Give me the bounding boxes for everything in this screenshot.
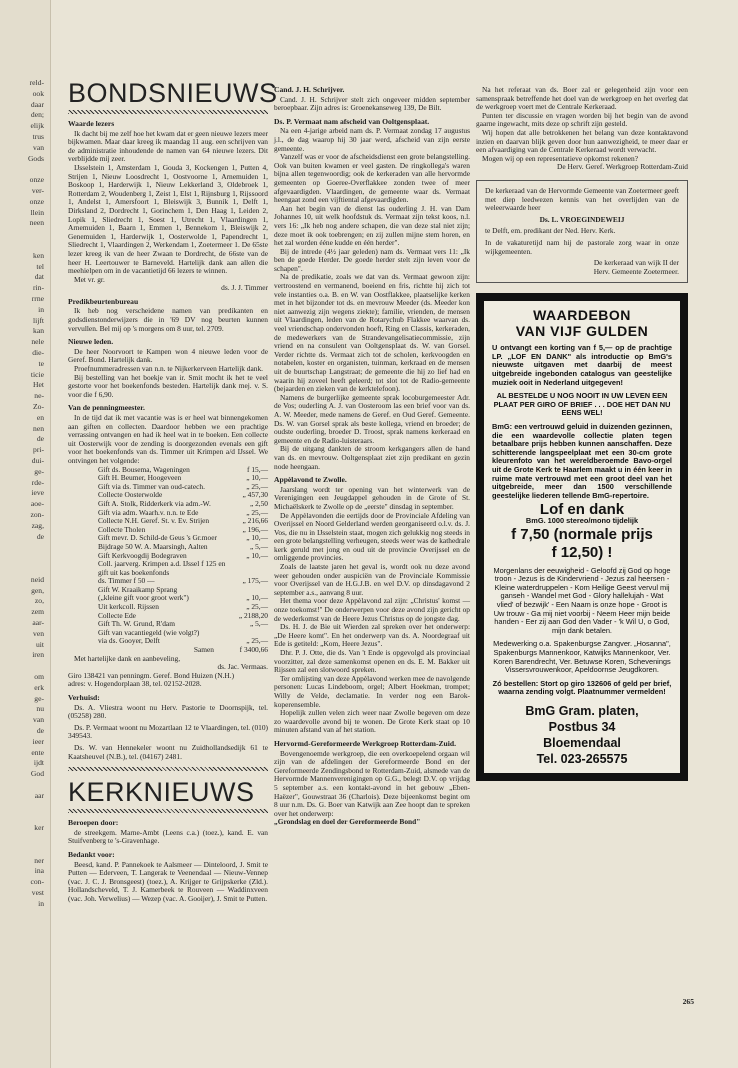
gift-label: Collecte Tholen — [98, 524, 146, 534]
gutter-text: iren — [32, 650, 44, 660]
gutter-text: con- — [30, 877, 44, 887]
paragraph: Bij de intrede (4½ jaar geleden) nam ds. Vermaat vers 11: „Ik ben de goede Herder. De goede herder stelt zijn leven voor de schapen". — [274, 246, 470, 273]
heading-vermaat: Ds. P. Vermaat nam afscheid van Ooltgensplaat. — [274, 116, 430, 126]
gift-label: Gift mevr. D. Schild-de Geus 's Gr.moer — [98, 533, 217, 543]
paragraph: te Delft, em. predikant der Ned. Herv. Kerk. — [485, 226, 616, 236]
gift-amount: „ 175,— — [242, 576, 268, 586]
gutter-text: ieer — [32, 736, 44, 746]
gutter-text: ente — [31, 747, 44, 757]
gutter-text: pri- — [33, 445, 44, 455]
gift-label: Gift H. Beumer, Hoogeveen — [98, 473, 182, 483]
paragraph: Mogen wij op een representatieve opkomst rekenen? — [482, 153, 638, 163]
gift-label: Bijdrage 50 W. A. Maarsingh, Aalten — [98, 541, 208, 551]
gift-amount: „ 216,66 — [242, 516, 268, 526]
gutter-text: rde- — [31, 477, 44, 487]
gutter-text: neid — [30, 574, 44, 584]
ad-title: WAARDEBON — [533, 307, 631, 324]
paragraph: Ds. A. Vliestra woont nu Herv. Pastorie te Doornspijk, tel. (05258) 280. — [68, 702, 268, 721]
gift-amount: „ 25,— — [246, 481, 268, 491]
heading-schrijver: Cand. J. H. Schrijver. — [274, 85, 345, 94]
signature: De kerkeraad van wijk II der — [593, 258, 679, 268]
gutter-text: die- — [32, 348, 44, 357]
paragraph: Punten ter discussie en vragen worden bij het begin van de avond gaarne ingewacht, mits deze op schrift zijn gesteld. — [476, 110, 688, 129]
ad-paragraph: Medewerking o.a. Spakenburgse Zangver. „Hosanna", Spakenburgs Mannenkoor, Katwijks Mannenkoor, Ver. Koren Barendrecht, Ver. Betuwse Koren, Schevenings Vissersvrouwenkoor, Apeldoornse Jeugdkoren. — [493, 639, 671, 675]
ad-address: Bloemendaal — [543, 735, 621, 750]
heading-nieuwe-leden: Nieuwe leden. — [68, 337, 114, 347]
gift-amount: „ 25,— — [246, 636, 268, 646]
gutter-text: ina — [34, 866, 44, 876]
deceased-name: Ds. L. VROEGINDEWEIJ — [539, 214, 625, 224]
gift-label: Gift Th. W. Grund, R'dam — [98, 619, 175, 629]
paragraph: Met hartelijke dank en aanbeveling, — [74, 653, 181, 663]
paragraph: Ter omlijsting van deze Appèlavond werken mee de navolgende personen: Lucas Lindeboom, orgel; Albert Hoekman, trompet; Willy de Velde, declamatie. In verder nog een Barok-koperensemble. — [274, 673, 470, 709]
gift-amount: „ 2,50 — [249, 498, 268, 508]
gutter-text: de — [36, 434, 44, 444]
gutter-text: neen — [29, 218, 44, 228]
gutter-text: kan — [33, 326, 44, 336]
gutter-text: vest — [31, 888, 44, 897]
gift-list — [68, 466, 268, 646]
paragraph: Beesd, kand. P. Pannekoek te Aalsmeer — Dinteloord, J. Smit te Putten — Ederveen, T. Langerak te Veenendaal — Nieuw-Vennep (vac. J. C. J. Bronsgeest) (toez.), A. Krijger te Grijpskerke (Zld.). Hollandscheveld, T. J. Kamerbeek te Rouveen — Waddinxveen (vac. Joh. Verwelius) — Wezep (vac. A. Gooijer), J. Smit te Putten. — [68, 859, 268, 903]
order-instructions: Zó bestellen: Stort op giro 132606 of geld per brief, waarna zending volgt. Plaatnummer vermelden! — [492, 678, 672, 697]
gutter-text: daar — [30, 99, 44, 109]
gutter-text: gen, — [31, 585, 44, 595]
gift-amount — [226, 560, 268, 577]
paragraph: Ds. H. J. de Bie uit Wierden zal spreken over het onderwerp: „De Heere komt". En het onderwerp van ds. A. Noordegraaf uit Ede is getiteld: „Kom, Heere Jezus". — [274, 622, 470, 649]
gift-label: Coll. jaarverg. Krimpen a.d. IJssel f 125 en gift uit kas boekenfonds — [98, 559, 226, 577]
paragraph: In de tijd dat ik met vacantie was is er heel wat binnengekomen aan giften en collecten. Daardoor hebben we een prachtige verrassing ontvangen en had ik heel wat in te boeken. Een collecte uit Oosterwijk voor de zending is doorgezonden evenals een gift voor het boekenfonds van ds. Timmer uit Krimpen a/d IJssel. We ontvingen het volgende: — [68, 413, 268, 465]
gift-row — [68, 560, 268, 577]
paragraph: Bij bestelling van het boekje van ir. Smit mocht ik het te veel gestorte voor het boekenfonds besteden. Hartelijk dank mej. v. S. voor die f 6,90. — [68, 372, 268, 399]
paragraph: Cand. J. H. Schrijver stelt zich ongeveer midden september beroepbaar. Zijn adres is: Groenekanseweg 139, De Bilt. — [274, 94, 470, 113]
gutter-text: ne- — [34, 391, 44, 401]
gutter-text: rrne — [31, 294, 44, 303]
gutter-text: den; — [30, 110, 44, 120]
gutter-text: dui- — [31, 456, 44, 465]
gutter-text: nele — [31, 337, 44, 347]
gift-label: Gift W. Kraaikamp Sprang — [98, 584, 178, 594]
column-right — [476, 72, 688, 781]
paragraph: Dhr. P. J. Otte, die ds. Van 't Ende is opgevolgd als provinciaal voorzitter, zal deze samenkomst openen en ds. E. M. Bakker uit Rijssen zal een slotwoord spreken. — [274, 648, 470, 675]
paragraph: Ik heb nog verscheidene namen van predikanten en godsdienstonderwijzers die in '69 DV nog beurten kunnen vervullen. Bel mij op 's morgens om 8 uur, tel. 2709. — [68, 306, 268, 333]
gift-amount: „ 5,— — [249, 619, 268, 629]
gutter-text: en — [36, 412, 44, 422]
gift-label: Gift A. Stolk, Ridderkerk via adm.-W. — [98, 498, 211, 508]
gift-amount: „ 10,— — [246, 593, 268, 603]
topic: „Grondslag en doel der Gereformeerde Bond" — [274, 817, 421, 827]
advertisement-body — [483, 300, 681, 774]
ad-paragraph: BmG: een vertrouwd geluid in duizenden gezinnen, die een waardevolle collectie platen tegen betaalbare prijs hebben kunnen aanschaffen. Deze schitterende langspeelplaat met een 30-cm grote kleurenfoto van het wereldberoemde Bavo-orgel uit de Grote Kerk te Haarlem maakt u in één keer in ruime mate vertrouwd met een groot deel van het uitgebreide, meer dan 1500 verschillende geestelijke liederen tellende BmG-repertoire. — [492, 422, 672, 500]
gift-amount: „ 25,— — [246, 507, 268, 517]
paragraph: De Appèlavonden die eertijds door de Provinciale Afdeling van Overijssel en Noord Gelderland werden georganiseerd o.l.v. ds. J. Vos, die nu in IJsselstein staat, mogen zich gelukkig nog steeds in een grote belangstelling verheugen, steeds weer was de kathedrale kerk geruld met jong en oud uit de provincie Overijssel en de omliggende provincies. — [274, 510, 470, 563]
death-notice — [476, 180, 688, 283]
total-label: Samen — [193, 645, 214, 655]
paragraph: adres: v. Hogendorplaan 38, tel. 02152-2028. — [68, 679, 202, 689]
gutter-text: Het — [33, 380, 44, 390]
gift-label: Collecte N.H. Geref. St. v. Ev. Strijen — [98, 516, 210, 526]
gift-label: Uit kerkcoll. Rijssen — [98, 602, 159, 612]
gift-row — [68, 637, 268, 646]
gutter-text: van — [33, 715, 44, 725]
heading-predikbeurten: Predikbeurtenbureau — [68, 296, 139, 306]
paragraph: Namens de burgerlijke gemeente sprak locoburgemeester Adr. de Vos; ouderling A. J. van Oosteroom las een brief voor van ds. A. W. Meeder, mede namens de Geref. en Oud Geref. Gemeente. Ds. W. van Gorsel sprak als beste kollega, vriend en broeder; de oudste ouderling, broeder D. Troost, sprak namens kerkeraad en gemeente en de Radio-luisteraars. — [274, 392, 470, 445]
gutter-text: aar- — [32, 618, 44, 627]
paragraph: Na het referaat van ds. Boer zal er gelegenheid zijn voor een samenspraak betreffende het doel van de werkgroep en het overleg dat de werkgroep voert met de Centrale Kerkeraad. — [476, 85, 688, 112]
gutter-text: aoe- — [30, 499, 44, 509]
gift-label: Gift ds. Bousema, Wageningen — [98, 464, 190, 474]
ad-phone: Tel. 023-265575 — [536, 751, 628, 766]
bondsnieuws-title: BONDSNIEUWS — [68, 78, 278, 108]
ad-subtitle: VAN VIJF GULDEN — [515, 323, 649, 340]
gutter-text: erk — [34, 682, 44, 692]
ad-address: BmG Gram. platen, — [525, 703, 639, 718]
gift-label: („kleine gift voor groot werk") — [98, 593, 189, 603]
gift-label: via ds. Gooyer, Delft — [98, 636, 160, 646]
gift-label: Gift Kerkvoogdij Bodegraven — [98, 550, 187, 560]
kerknieuws-title: KERKNIEUWS — [68, 777, 255, 808]
ad-paragraph: U ontvangt een korting van f 5,— op de prachtige LP. „LOF EN DANK" als introductie op BmG's nieuwste uitgaven met daarbij de meest uitgebreide ingebonden catalogus van geestelijke muziek ooit in Nederland uitgegeven! — [492, 343, 672, 387]
paragraph: Giro 138421 van penningm. Geref. Bond Huizen (N.H.) — [68, 670, 235, 680]
gutter-text: ven — [33, 628, 44, 638]
gift-amount: „ 10,— — [246, 550, 268, 560]
heading-zwolle: Appèlavond te Zwolle. — [274, 475, 347, 485]
heading-verhuisd: Verhuisd: — [68, 693, 100, 702]
gutter-text: de — [36, 726, 44, 735]
gutter-text: trus — [32, 132, 44, 141]
paragraph: Ds. P. Vermaat woont nu Mozartlaan 12 te Vlaardingen, tel. (010) 349543. — [68, 722, 268, 741]
ad-address: Postbus 34 — [548, 719, 616, 734]
gutter-text: in — [38, 304, 44, 314]
paragraph: Zoals de laatste jaren het geval is, wordt ook nu deze avond weer gehouden onder auspiciën van de Provinciale Kommissie voor Overijssel van de H.G.J.B. en wel D.V. op dinsdagavond 2 september a.s., aanvang 8 uur. — [274, 562, 470, 597]
gutter-text: zo, — [34, 596, 44, 606]
previous-page-edge — [0, 0, 51, 1068]
gift-amount: „ 10,— — [246, 533, 268, 543]
gift-label: Gift via adm. Waarh.v. n.n. te Ede — [98, 507, 199, 517]
paragraph: Na een 4-jarige arbeid nam ds. P. Vermaat zondag 17 augustus j.l., de dag waarop hij 30 jaar werd, afscheid van zijn eerste gemeente. — [274, 126, 470, 153]
record-number: BmG. 1000 stereo/mono tijdelijk — [525, 515, 639, 525]
paragraph: In de vakaturetijd nam hij de pastorale zorg waar in onze wijkgemeenten. — [485, 237, 679, 256]
paragraph: Na de predikatie, zoals we dat van ds. Vermaat gewoon zijn: vertroostend en vermanend, boeiend en fris, richtte hij zich tot vele instanties o.a. B. en W. van Oostflakkee, plaatselijke kerken met in het bijzonder tot ds. en mevrouw Meeder (ds. Meeder kon niet aanwezig zijn wegens ziekte); familie, vrienden, de mensen uit Vlaardingen, leden van de Rotarychub Flakkee waarvan ds. veel vriendschap ondervonden hoeft, Ring en Classis, kerkeraden, de medewerkers van de Strandevangelisatiecommissie, zijn vriend en na consulent van Ooltgensplaat ds. W. van Gorsel. Verder richtte ds. Vermaat zich tot de scholen, kerkvoogden en notabelen, koster en organisten, tuinman, kerkraad en de mensen uit de buurtschap Langstraat; de gemeente die hij zo lief had en waarin hij zoveel heeft geleerd; tot slot tot de Radio-gemeente (bejaarden en zieken van de kerktelefoon). — [274, 272, 470, 394]
signature: ds. Jac. Vermaas. — [217, 662, 268, 672]
paragraph: Wij hopen dat alle betrokkenen het belang van deze kontaktavond inzien en daarvan blijk geven door hun aanwezigheid, te meer daar er een afvaardiging van de Centrale Kerkeraad wordt verwacht. — [476, 127, 688, 155]
gutter-text: ieve — [31, 488, 44, 498]
gutter-text: ken — [33, 250, 44, 260]
gift-amount: „ 2188,20 — [238, 610, 268, 620]
gutter-text: rin- — [33, 283, 44, 293]
section-rule — [68, 767, 268, 771]
heading-bedankt: Bedankt voor: — [68, 849, 115, 859]
gift-amount: f 15,— — [247, 464, 268, 474]
paragraph: IJsselstein 1, Amsterdam 1, Gouda 3, Kockengen 1, Putten 4, Strijen 1, Nieuw Loosdrecht 1, Oostvoorne 1, Arnemuiden 1, Boskoop 1, Harderwijk 1, Nieuw Lekkerland 3, Oldebroek 1, Rotterdam 2, Woudenberg 1, Zeist 1, Elst 1, Rijnsburg 1, Rijssoord 1, Andelst 1, Amersfoort 1, Bleiswijk 3, Bunnik 1, Delft 1, Dirksland 2, Dordrecht 1, Gorinchem 1, Den Haag 1, Leiden 2, Lopik 1, Sliedrecht 1, Soest 1, Utrecht 1, Vlaardingen 1, Arnemuiden 1, Baarn 1, Emmen 1, Bennekom 1, Bleiswijk 2, Genemuiden 1, Harderwijk 1, Oosterwolde 1, Papendrecht 1, Sliedrecht 1, Vlaardingen 2, Werkendam 1, Zoetermeer 1. De 65ste lezer kreeg ik van de heer Zwaan te Dordrecht, de 66ste van de heer H. Leertouwer te Barneveld. Hartelijk dank aan allen die meehielpen om in de vacantietijd 66 lezers te winnen. — [68, 162, 268, 276]
paragraph: Vanzelf was er voor de afscheidsdienst een grote belangstelling. Ook van buiten kwamen er veel gasten. De ringkollega's waren bijna allen tegenwoordig; ook de kerkeraden van alle hervormde gemeenten op Goeree-Overflakkee zonden twee of meer afgevaardigden. Vlaardingen, de gemeente waar ds. Vermaat heengaat zond een vijftiental afgevaardigden. — [274, 152, 470, 205]
gutter-text: onze — [29, 175, 44, 185]
paragraph: Hopelijk zullen velen zich weer naar Zwolle begeven om deze zo waardevolle avond bij te wonen. De Grote Kerk staat op 10 minuten afstand van af het station. — [274, 708, 470, 735]
title-rule — [68, 809, 268, 813]
heading-werkgroep: Hervormd-Gereformeerde Werkgroep Rotterdam-Zuid. — [274, 738, 456, 748]
paragraph: Bij de uitgang dankten de stroom kerkgangers allen de hand van ds. en mevrouw. Ooltgensplaat ziet zijn predikant en gezin node heengaan. — [274, 444, 470, 471]
gutter-text: elijk — [30, 121, 44, 131]
gift-amount: „ 10,— — [246, 473, 268, 483]
paragraph: Ik dacht bij me zelf hoe het kwam dat er geen nieuwe lezers meer bijkwamen. Maar daar kreeg ik maandag 11 aug. een schrijven van de administratie inhoudende de namen van 64 nieuwe lezers. Dit verblijdde mij zeer. — [68, 128, 268, 164]
gutter-text: aar — [34, 790, 44, 800]
gutter-text: zag, — [31, 520, 44, 530]
gift-amount: „ 25,— — [246, 602, 268, 612]
gift-label: Collecte Oosterwolde — [98, 490, 163, 500]
gutter-text: ver- — [31, 186, 44, 195]
gutter-text: ge- — [34, 693, 44, 703]
paragraph: Ds. W. van Hennekeler woont nu Zuidhollandsedijk 61 te Kaatsheuvel (N.B.), tel. (04167) 2481. — [68, 742, 268, 761]
record-title: Lof en dank — [539, 501, 625, 519]
gift-amount: „ 5,— — [249, 541, 268, 551]
gutter-text: God — [30, 769, 44, 779]
gutter-text: onze — [29, 196, 44, 206]
paragraph: Bovengenoemde werkgroep, die een overkoepelend orgaan wil zijn van de afdelingen der Gereformeerde Bond en der Gereformeerde Zendingsbond te Rotterdam-Zuid, alsmede van de Hervormde Mannenverenigingen op G.G., belegt D.V. op vrijdag 5 september a.s. een kontakt-avond in het gebouw „Eben-Haëzer", Gouwstraat 36 (Charlois). Deze bijeenkomst begint om 8 uur n.m. Ds. G. Boer van Katwijk aan Zee hoopt dan te spreken over het onderwerp: — [274, 748, 470, 818]
gutter-text: nen — [33, 423, 44, 433]
gutter-text: om — [34, 672, 44, 681]
gutter-text: llein — [30, 207, 44, 217]
heading-beroepen: Beroepen door: — [68, 818, 119, 828]
gutter-text: uit — [35, 639, 44, 649]
title-rule — [68, 110, 268, 114]
signature: ds. J. J. Timmer — [221, 283, 268, 293]
gutter-text: ker — [34, 823, 44, 833]
gutter-text: ge- — [34, 466, 44, 476]
song-list: Morgenlans der eeuwigheid - Geloofd zij God op hoge troon - Jezus is de Kindervriend - Jezus zal heersen - Kleine waterdruppelen - Kom Heilige Geest vervul mij ganseh - Wandel met God - Glory hallelujah - Wat vlied' of bezwijk' - Een Naam is onze hope - Groot is Uw trouw - Ga mij niet voorbij - Neem Heer mijn beide handen - Eer zij aan God den Vader - 'k Wil U, o God, mijn dank betalen. — [493, 565, 671, 635]
gutter-text: ijdt — [33, 758, 44, 768]
paragraph: De heer Noorvoort te Kampen won 4 nieuwe leden voor de Geref. Bond. Hartelijk dank. — [68, 346, 268, 365]
gutter-text: lijft — [33, 315, 44, 325]
gift-label: Collecte Ede — [98, 610, 136, 620]
column-middle — [274, 72, 470, 827]
gutter-text: van — [33, 142, 44, 152]
gutter-text: de — [36, 531, 44, 541]
gift-label: ds. Timmer f 50 — — [98, 576, 155, 586]
gutter-text: ner — [34, 855, 44, 865]
paragraph: Proefnummeradressen van n.n. te Nijkerkerveen Hartelijk dank. — [74, 364, 264, 374]
page-content — [56, 72, 716, 1062]
price-normal: f 12,50) ! — [551, 543, 613, 561]
paragraph: De kerkeraad van de Hervormde Gemeente van Zoetermeer geeft met diep leedwezen kennis van het overlijden van de weleerwaarde heer — [485, 185, 679, 213]
paragraph: Aan het begin van de dienst las ouderling J. H. van Dam Johannes 10, uit welk hoofdstuk ds. Vermaat zijn tekst koos, n.l. vers 16: „Ik heb nog andere schapen, die van deze stal niet zijn; deze moet ik ook toebrengen; en zij zullen mijne stem horen, en het zal worden ééne kudde en één herder". — [274, 203, 470, 248]
heading-waarde-lezers: Waarde lezers — [68, 119, 115, 128]
page-number: 265 — [682, 997, 694, 1006]
gift-amount: „ 196,— — [242, 524, 268, 534]
total-amount: f 3400,66 — [239, 645, 268, 655]
gutter-text: zem — [31, 607, 44, 617]
paragraph: Het thema voor deze Appèlavond zal zijn: „Christus' komst — onze toekomst!" De onderwerpen voor deze avond zijn gericht op de wederkomst van de Heere Jezus Christus op de jongste dag. — [274, 596, 470, 623]
gutter-text: Gods — [27, 153, 44, 163]
gutter-text: Zo- — [33, 402, 44, 411]
advertisement — [476, 293, 688, 781]
paragraph: Jaarslang wordt ter opening van het winterwerk van de Verenigingen een Jeugdappel gehouden in de Grote of St. Michaëlskerk te Zwolle op de „eerste" dinsdag in september. — [274, 484, 470, 511]
gift-label: Gift van vacantiegeld (wie volgt?) — [98, 627, 200, 637]
gutter-text: zon- — [30, 510, 44, 519]
gift-label: Gift via ds. Timmer van oud-catech. — [98, 481, 205, 491]
ad-paragraph: AL BESTELDE U NOG NOOIT IN UW LEVEN EEN PLAAT PER GIRO OF BRIEF . . . DOE HET DAN NU EENS WEL! — [493, 391, 671, 418]
heading-penningmeester: Van de penningmeester. — [68, 403, 145, 413]
paragraph: de streekgem. Marne-Ambt (Leens c.a.) (toez.), kand. E. van Stuifvenberg te 's-Gravenhage. — [68, 827, 268, 846]
paragraph: Met vr. gr. — [74, 274, 105, 284]
gutter-text: ticie — [30, 369, 44, 379]
gift-amount: „ 457,30 — [242, 490, 268, 500]
signature: De Herv. Geref. Werkgroep Rotterdam-Zuid — [557, 162, 688, 172]
signature: Herv. Gemeente Zoetermeer. — [593, 266, 679, 276]
gutter-text: reld- — [29, 78, 44, 87]
gutter-text: ook — [32, 88, 44, 98]
column-left — [68, 72, 278, 904]
gutter-text: in — [38, 898, 44, 908]
price: f 7,50 (normale prijs — [511, 525, 653, 543]
gutter-text: tel — [36, 261, 44, 271]
gutter-text: dat — [34, 272, 44, 282]
gutter-text: nu — [36, 704, 44, 714]
gutter-text: te — [38, 358, 44, 368]
